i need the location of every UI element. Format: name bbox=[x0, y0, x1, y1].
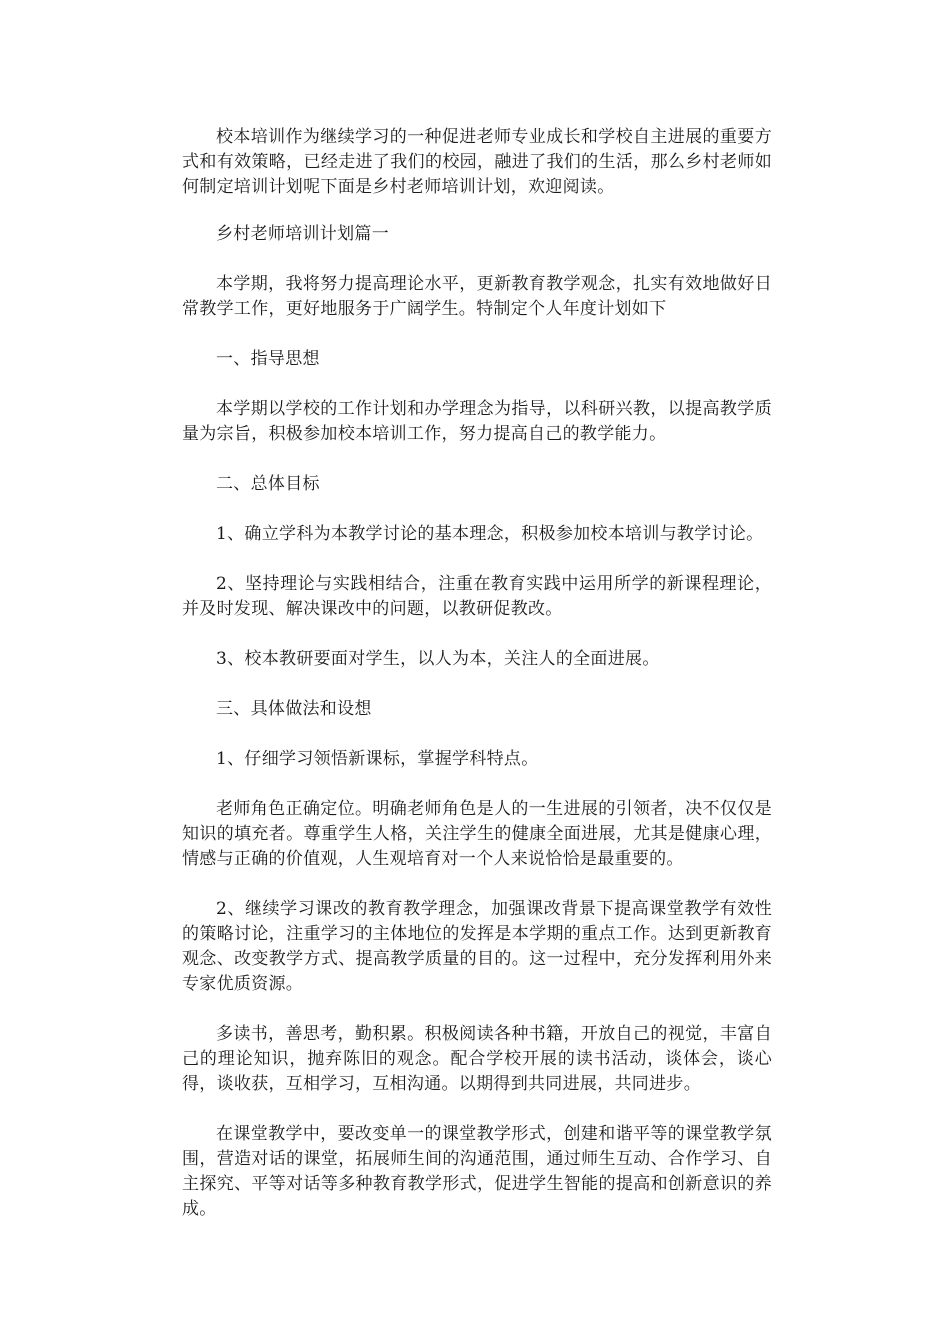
paragraph: 本学期以学校的工作计划和办学理念为指导，以科研兴教，以提高教学质量为宗旨，积极参加校本培训工作，努力提高自己的教学能力。 bbox=[182, 399, 772, 444]
paragraph: 本学期，我将努力提高理论水平，更新教育教学观念，扎实有效地做好日常教学工作，更好地服务于广阔学生。特制定个人年度计划如下 bbox=[182, 274, 772, 319]
paragraph: 多读书，善思考，勤积累。积极阅读各种书籍，开放自己的视觉，丰富自己的理论知识，抛弃陈旧的观念。配合学校开展的读书活动，谈体会，谈心得，谈收获，互相学习，互相沟通。以期得到共同进展，共同进步。 bbox=[182, 1024, 772, 1094]
intro-paragraph: 校本培训作为继续学习的一种促进老师专业成长和学校自主进展的重要方式和有效策略，已经走进了我们的校园，融进了我们的生活，那么乡村老师如何制定培训计划呢下面是乡村老师培训计划，欢迎阅读。 bbox=[182, 127, 772, 197]
list-item: 1、确立学科为本教学讨论的基本理念，积极参加校本培训与教学讨论。 bbox=[216, 524, 764, 544]
section-heading: 二、总体目标 bbox=[216, 474, 320, 494]
list-item: 2、继续学习课改的教育教学理念，加强课改背景下提高课堂教学有效性的策略讨论，注重学习的主体地位的发挥是本学期的重点工作。达到更新教育观念、改变教学方式、提高教学质量的目的。这一过程中，充分发挥利用外来专家优质资源。 bbox=[182, 899, 772, 994]
article-title: 乡村老师培训计划篇一 bbox=[216, 224, 389, 244]
list-item: 2、坚持理论与实践相结合，注重在教育实践中运用所学的新课程理论，并及时发现、解决课改中的问题，以教研促教改。 bbox=[182, 574, 772, 619]
paragraph: 在课堂教学中，要改变单一的课堂教学形式，创建和谐平等的课堂教学氛围，营造对话的课堂，拓展师生间的沟通范围，通过师生互动、合作学习、自主探究、平等对话等多种教育教学形式，促进学生智能的提高和创新意识的养成。 bbox=[182, 1124, 772, 1219]
section-heading: 一、指导思想 bbox=[216, 349, 320, 369]
paragraph: 老师角色正确定位。明确老师角色是人的一生进展的引领者，决不仅仅是知识的填充者。尊重学生人格，关注学生的健康全面进展，尤其是健康心理，情感与正确的价值观，人生观培育对一个人来说恰恰是最重要的。 bbox=[182, 799, 772, 869]
list-item: 3、校本教研要面对学生，以人为本，关注人的全面进展。 bbox=[216, 649, 660, 669]
section-heading: 三、具体做法和设想 bbox=[216, 699, 372, 719]
list-item: 1、仔细学习领悟新课标，掌握学科特点。 bbox=[216, 749, 539, 769]
